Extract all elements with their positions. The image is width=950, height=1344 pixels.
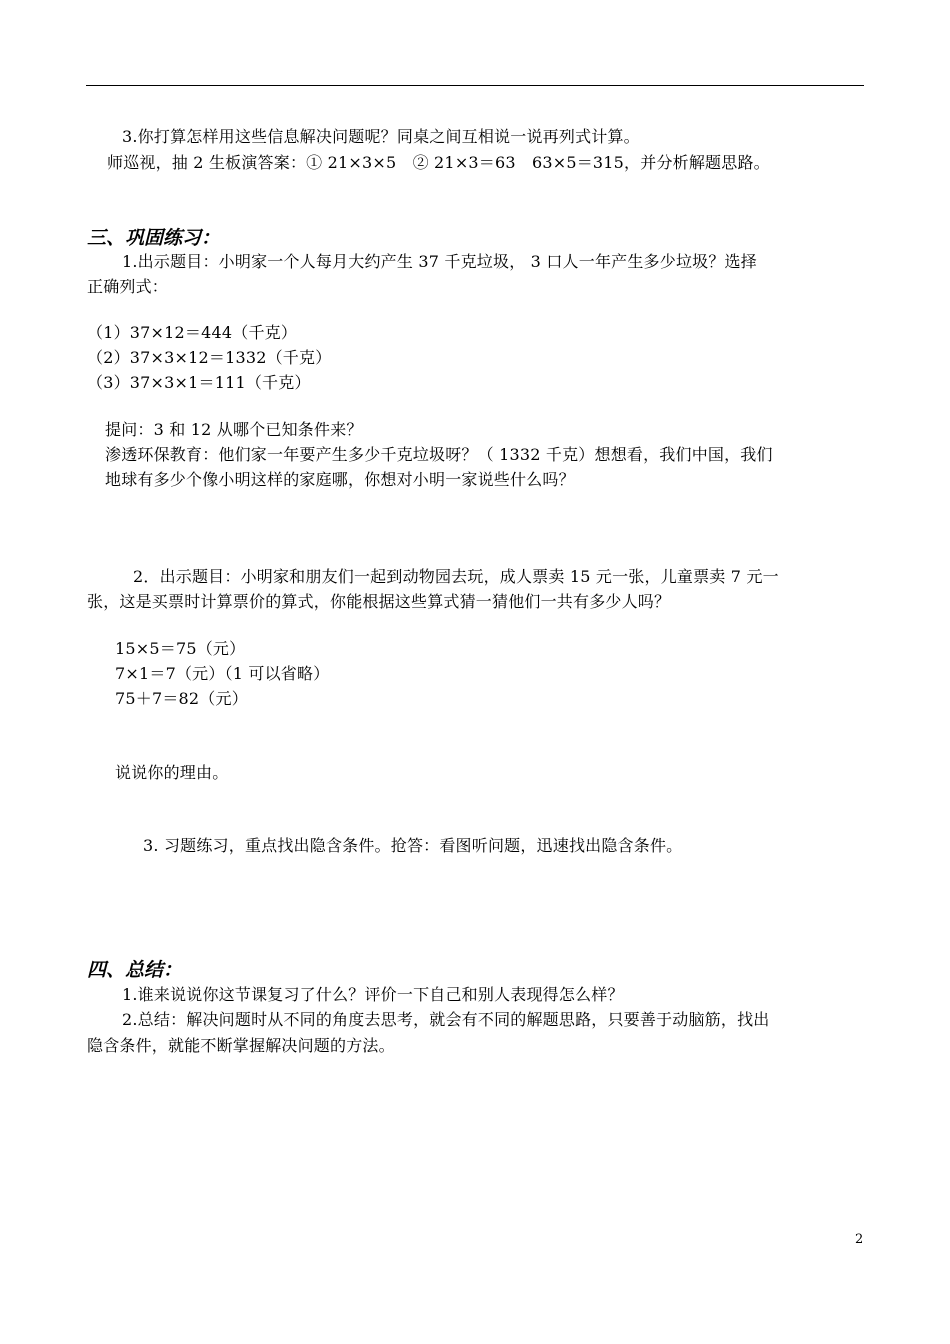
text-line: 隐含条件，就能不断掌握解决问题的方法。	[87, 1036, 395, 1055]
text-line: 师巡视，抽 2 生板演答案：① 21×3×5 ② 21×3＝63 63×5＝315，并分析解题思路。	[107, 153, 770, 172]
text-line: 说说你的理由。	[115, 763, 229, 782]
text-line: 提问：3 和 12 从哪个已知条件来？	[105, 420, 363, 439]
formula-line: 7×1＝7（元）（1 可以省略）	[115, 664, 330, 683]
text-line: 2．出示题目：小明家和朋友们一起到动物园去玩，成人票卖 15 元一张，儿童票卖 7 元一	[133, 567, 779, 586]
header-rule	[86, 85, 864, 86]
text-line: 3. 习题练习，重点找出隐含条件。抢答：看图听问题，迅速找出隐含条件。	[143, 836, 683, 855]
text-line: 地球有多少个像小明这样的家庭哪，你想对小明一家说些什么吗？	[105, 470, 575, 489]
section-heading-4: 四、总结：	[87, 959, 183, 981]
option-line: （2）37×3×12＝1332（千克）	[87, 348, 332, 367]
page-number: 2	[855, 1232, 864, 1247]
section-heading-3: 三、巩固练习：	[87, 227, 221, 249]
formula-line: 75＋7＝82（元）	[115, 689, 248, 708]
option-line: （1）37×12＝444（千克）	[87, 323, 298, 342]
formula-line: 15×5＝75（元）	[115, 639, 246, 658]
text-line: 2.总结：解决问题时从不同的角度去思考，就会有不同的解题思路，只要善于动脑筋，找出	[122, 1010, 770, 1029]
text-line: 张，这是买票时计算票价的算式，你能根据这些算式猜一猜他们一共有多少人吗？	[87, 592, 671, 611]
text-line: 1.出示题目：小明家一个人每月大约产生 37 千克垃圾， 3 口人一年产生多少垃圾？选择	[122, 252, 757, 271]
text-line: 1.谁来说说你这节课复习了什么？评价一下自己和别人表现得怎么样？	[122, 985, 624, 1004]
option-line: （3）37×3×1＝111（千克）	[87, 373, 311, 392]
text-line: 正确列式：	[87, 277, 169, 296]
text-line: 3.你打算怎样用这些信息解决问题呢？同桌之间互相说一说再列式计算。	[122, 127, 640, 146]
text-line: 渗透环保教育：他们家一年要产生多少千克垃圾呀？（ 1332 千克）想想看，我们中国，我们	[105, 445, 773, 464]
